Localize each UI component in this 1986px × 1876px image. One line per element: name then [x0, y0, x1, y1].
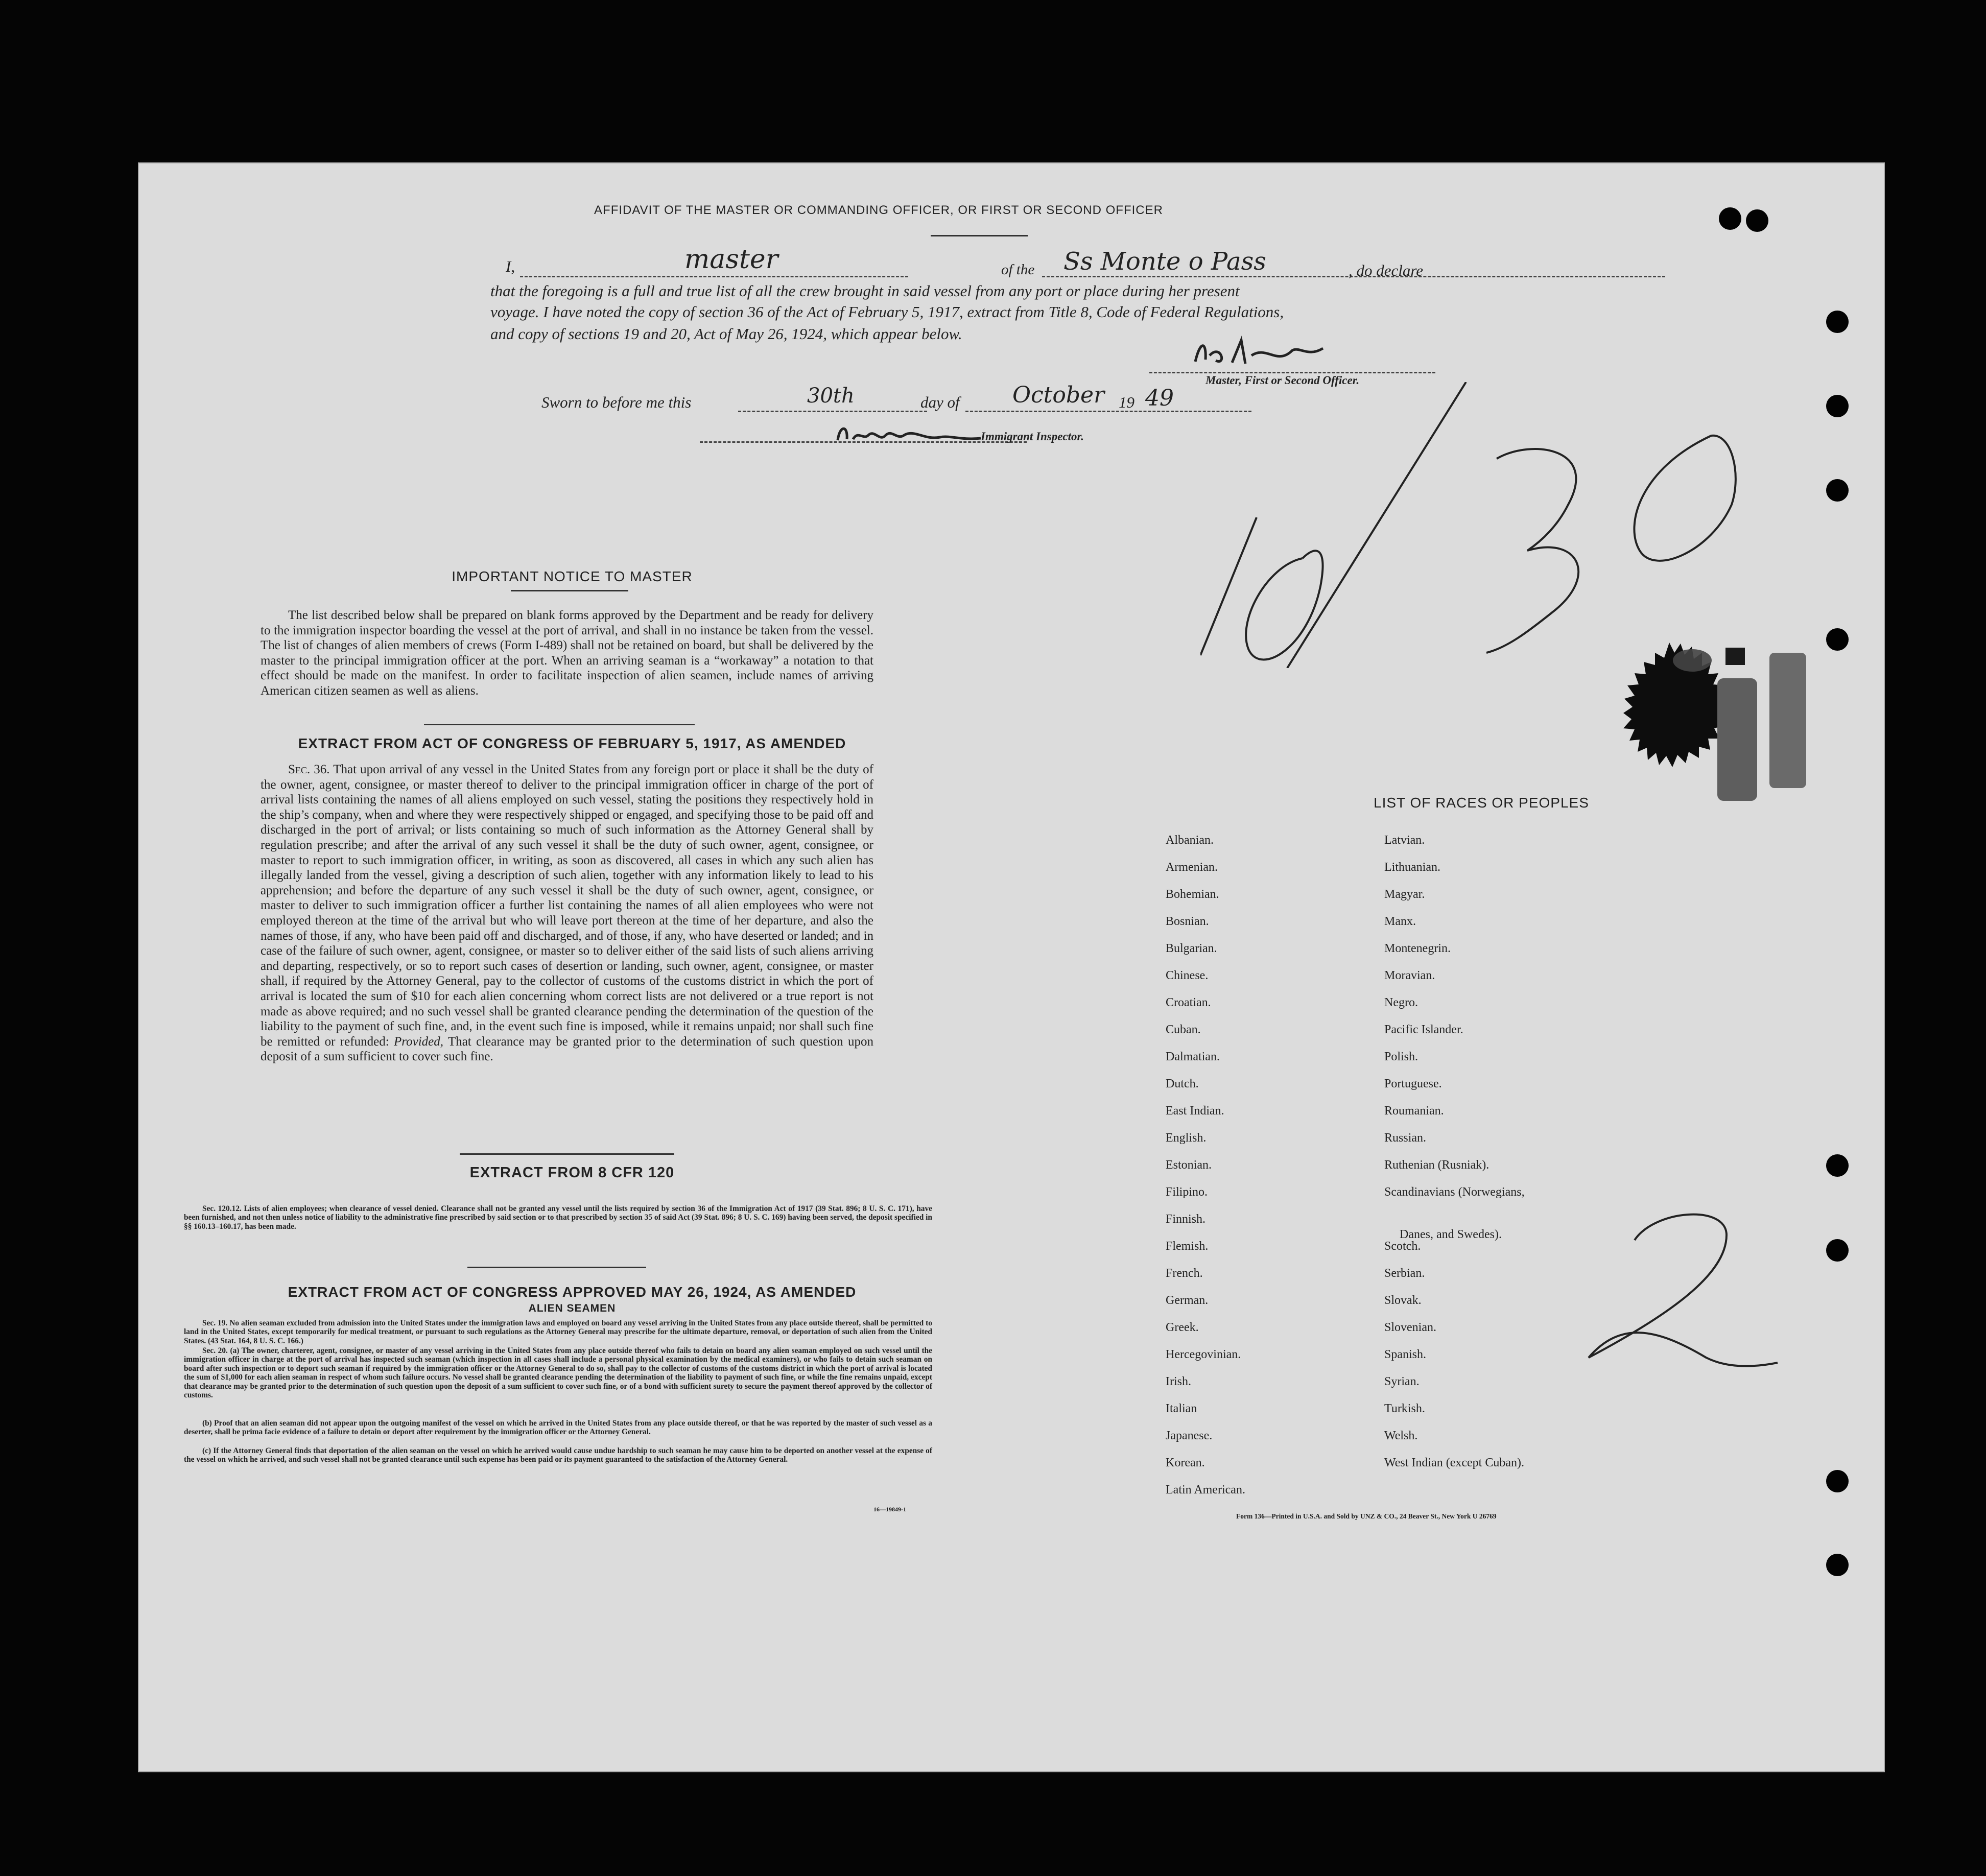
race-item: Manx. — [1384, 915, 1416, 928]
race-item: Scotch. — [1384, 1240, 1421, 1253]
act1924-sec20b: (b) Proof that an alien seaman did not appear upon the outgoing manifest of the vessel on which he arrived in the United States from any place outside thereof, or that he was reported by the master of such vessel as a deserter, shall be prima facie evidence of a failure to detain or deport after requirement by the immigration officer or the Attorney General. — [184, 1419, 932, 1437]
race-item: Russian. — [1384, 1131, 1427, 1145]
act1917-provided: Provided, — [394, 1034, 443, 1049]
punch-hole — [1826, 1470, 1849, 1492]
act1917-section: Sec. 36. — [288, 763, 330, 776]
notice-bottom-rule — [424, 724, 695, 725]
month-handwriting: October — [1012, 382, 1105, 408]
race-item: Irish. — [1166, 1375, 1191, 1388]
sworn-label: Sworn to before me this — [541, 393, 692, 411]
handwritten-date — [1200, 382, 1742, 668]
affidavit-line-4: and copy of sections 19 and 20, Act of May 26, 1924, which appear below. — [490, 325, 962, 343]
affidavit-title: AFFIDAVIT OF THE MASTER OR COMMANDING OFFICER, OR FIRST OR SECOND OFFICER — [594, 203, 1163, 217]
race-item: Slovenian. — [1384, 1321, 1436, 1334]
inspector-caption: Immigrant Inspector. — [981, 430, 1084, 443]
cfr-rule — [467, 1267, 646, 1268]
race-item: Italian — [1166, 1402, 1197, 1415]
race-item: Flemish. — [1166, 1240, 1209, 1253]
race-item: Moravian. — [1384, 969, 1435, 982]
act1924-sec19: Sec. 19. No alien seaman excluded from admission into the United States under the immigration laws and employed on board any vessel arriving in the United States from any place outside thereof, shall be permitted to land in the United States, except temporarily for medical treatment, or pursuant to such regulations as the Attorney General may prescribe for the ultimate departure, removal, or deportation of such alien from the United States. (43 Stat. 164, 8 U. S. C. 166.) — [184, 1319, 932, 1345]
year-prefix: 19 — [1119, 393, 1134, 411]
race-item: East Indian. — [1166, 1104, 1224, 1118]
punch-hole — [1719, 207, 1741, 230]
race-item: Dalmatian. — [1166, 1050, 1220, 1063]
cfr-section: Sec. 120.12. — [202, 1204, 242, 1213]
race-item: Pacific Islander. — [1384, 1023, 1463, 1036]
officer-caption: Master, First or Second Officer. — [1205, 374, 1360, 387]
race-item: Ruthenian (Rusniak). — [1384, 1158, 1490, 1172]
punch-hole — [1826, 1239, 1849, 1262]
act1917-body: That upon arrival of any vessel in the United States from any foreign port or place it shall be the duty of the owner, agent, consignee, or master thereof to deliver to the principal immigration officer in charge of the port of arrival lists containing the names of all aliens employed on such vessel, stating the positions they respectively hold in the ship’s company, when and where they were respectively shipped or engaged, and specifying those to be paid off and discharged in the port of arrival; or lists containing so much of such information as the Attorney General shall by regulation prescribe; and after the arrival of any such vessel it shall be the duty of such owner, agent, consignee, or master to report to such immigration officer, in writing, as soon as discovered, all cases in which any such alien has illegally landed from the vessel, giving a description of such alien, together with any information likely to lead to his apprehension; and before the departure of any such vessel it shall be the duty of such owner, agent, consignee, or master to deliver to such immigration officer a further list containing the names of all alien employees who were not employed thereon at the time of the arrival but who will leave port thereon at the time of her departure, and also the names of those, if any, who have been paid off and discharged, and of those, if any, who have deserted or landed; and in case of the failure of such owner, agent, consignee, or master so to deliver either of the said lists of such aliens arriving and departing, respectively, or so to report such cases of desertion or landing, such owner, agent, consignee, or master shall, if required by the Attorney General, pay to the collector of customs of the customs district in which the port of arrival is located the sum of $10 for each alien concerning whom correct lists are not delivered or a true report is not made as above required; and no such vessel shall be granted clearance pending the determination of the question of the liability to the payment of such fine, and, in the event such fine is imposed, while it remains unpaid; nor shall such fine be remitted or refunded: — [261, 763, 874, 1049]
race-item: Montenegrin. — [1384, 942, 1451, 955]
act1924-sec20a: Sec. 20. (a) The owner, charterer, agent, consignee, or master of any vessel arriving in the United States from any place outside thereof who fails to detain on board any alien seaman employed on such vessel until the immigration officer in charge at the port of arrival has inspected such seaman (which inspection in all cases shall include a personal physical examination by the medical examiners), or who fails to detain such seaman on board after such inspection or to deport such seaman if required by the immigration officer or the Attorney General to do so, shall pay to the collector of customs of the customs district in which the port of arrival is located the sum of $1,000 for each alien seaman in respect of whom such failure occurs. No vessel shall be granted clearance pending the determination of the liability to payment of such fine, or while the fine remains unpaid, except that clearance may be granted prior to the determination of such question upon the deposit of a sum sufficient to cover such fine, or of a bond with sufficient surety to secure the payment thereof approved by the collector of customs. — [184, 1346, 932, 1400]
race-item: Estonian. — [1166, 1158, 1212, 1172]
cfr-title: EXTRACT FROM 8 CFR 120 — [469, 1165, 675, 1181]
race-item: Turkish. — [1384, 1402, 1425, 1415]
punch-hole — [1826, 479, 1849, 502]
punch-hole — [1746, 209, 1768, 232]
day-line — [738, 411, 927, 412]
printer-line: Form 136—Printed in U.S.A. and Sold by UNZ & CO., 24 Beaver St., New York U 26769 — [1236, 1512, 1497, 1520]
act1924-subtitle: ALIEN SEAMEN — [528, 1302, 616, 1314]
cfr-text — [184, 1204, 932, 1231]
officer-line — [1149, 372, 1435, 373]
officer-signature — [1185, 335, 1338, 376]
race-item: Roumanian. — [1384, 1104, 1444, 1118]
master-handwriting: master — [684, 244, 778, 275]
act1917-title: EXTRACT FROM ACT OF CONGRESS OF FEBRUARY 5, 1917, AS AMENDED — [298, 735, 846, 751]
race-item: Croatian. — [1166, 996, 1211, 1009]
stamp-mark-1 — [1725, 648, 1745, 665]
race-item: Bohemian. — [1166, 888, 1219, 901]
race-item: Welsh. — [1384, 1429, 1418, 1442]
handwritten-page-number — [1573, 1204, 1783, 1373]
race-item: Greek. — [1166, 1321, 1199, 1334]
race-item: German. — [1166, 1294, 1209, 1307]
race-item: Chinese. — [1166, 969, 1209, 982]
of-the-label: of the — [1001, 262, 1035, 278]
notice-title: IMPORTANT NOTICE TO MASTER — [452, 568, 693, 584]
race-item: Serbian. — [1384, 1267, 1425, 1280]
race-item: Albanian. — [1166, 834, 1214, 847]
act1924-title: EXTRACT FROM ACT OF CONGRESS APPROVED MAY 26, 1924, AS AMENDED — [288, 1284, 857, 1300]
punch-hole — [1826, 1154, 1849, 1177]
notice-rule — [511, 590, 628, 591]
title-rule — [931, 235, 1028, 236]
act1924-form-number: 16—19849-1 — [873, 1506, 906, 1513]
affidavit-line-3: voyage. I have noted the copy of section 36 of the Act of February 5, 1917, extract from Title 8, Code of Federal Regulations, — [490, 303, 1284, 321]
race-item: Spanish. — [1384, 1348, 1427, 1361]
punch-hole — [1826, 311, 1849, 333]
punch-hole — [1826, 628, 1849, 651]
race-item: Bosnian. — [1166, 915, 1209, 928]
i-label: I, — [506, 257, 515, 275]
document-page — [138, 162, 1885, 1772]
race-item: Lithuanian. — [1384, 861, 1440, 874]
race-item: Cuban. — [1166, 1023, 1201, 1036]
race-item: Dutch. — [1166, 1077, 1199, 1090]
race-item: Scandinavians (Norwegians, — [1384, 1185, 1525, 1199]
inspector-signature — [833, 420, 986, 450]
race-item: Latvian. — [1384, 834, 1425, 847]
notice-text: The list described below shall be prepared on blank forms approved by the Department and be ready for delivery to the immigration inspector boarding the vessel at the port of arrival, and shall in no instance be taken from the vessel. The list of changes of alien members of crews (Form I-489) shall not be retained on board, but shall be delivered by the master to the principal immigration officer at the port. When an arriving seaman is a “workaway” a notation to that effect should be made on the manifest. In order to facilitate inspection of alien seamen, include names of arriving American citizen seamen as well as aliens. — [261, 608, 873, 698]
races-title: LIST OF RACES OR PEOPLES — [1374, 795, 1589, 811]
day-of-label: day of — [920, 393, 960, 411]
race-item: Korean. — [1166, 1456, 1205, 1469]
race-item: Hercegovinian. — [1166, 1348, 1241, 1361]
vessel-handwriting: Ss Monte o Pass — [1063, 247, 1266, 276]
punch-hole — [1826, 395, 1849, 417]
race-item: Magyar. — [1384, 888, 1425, 901]
stamp-mark-3 — [1769, 653, 1806, 788]
cfr-body: Lists of alien employees; when clearance of vessel denied. Clearance shall not be granted any vessel until the lists required by section 36 of the Immigration Act of 1917 (39 Stat. 896; 8 U. S. C. 171), have been furnished, and not then unless notice of liability to the administrative fine prescribed by said section or to that prescribed by section 35 of said Act (39 Stat. 896; 8 U. S. C. 169) having been served, the deposit specified in §§ 160.13–160.17, has been made. — [184, 1204, 932, 1231]
affidavit-line-2: that the foregoing is a full and true list of all the crew brought in said vessel from any port or place during her present — [490, 282, 1240, 300]
race-item: Polish. — [1384, 1050, 1418, 1063]
race-item: West Indian (except Cuban). — [1384, 1456, 1524, 1469]
race-item: Slovak. — [1384, 1294, 1422, 1307]
act1924-sec20c: (c) If the Attorney General finds that deportation of the alien seaman on the vessel on which he arrived would cause undue hardship to such seaman he may cause him to be deported on another vessel at the expense of the vessel on which he arrived, and such vessel shall not be granted clearance until such expense has been paid or its payment guaranteed to the satisfaction of the Attorney General. — [184, 1446, 932, 1464]
race-item: French. — [1166, 1267, 1203, 1280]
stamp-mark-2 — [1717, 678, 1757, 801]
race-item: Syrian. — [1384, 1375, 1420, 1388]
punch-hole — [1826, 1554, 1849, 1576]
do-declare-label: , do declare — [1349, 262, 1424, 279]
race-item: Japanese. — [1166, 1429, 1213, 1442]
race-item: Armenian. — [1166, 861, 1218, 874]
day-handwriting: 30th — [807, 384, 855, 408]
act1917-text — [261, 762, 873, 1064]
race-item: Finnish. — [1166, 1213, 1206, 1226]
year-handwriting: 49 — [1145, 385, 1174, 411]
race-item: Portuguese. — [1384, 1077, 1442, 1090]
act1917-rule — [460, 1153, 674, 1155]
race-item: Danes, and Swedes). — [1400, 1228, 1502, 1241]
act1917-body-end: That clearance may be granted prior to the determination of such question upon deposit of a sum sufficient to cover such fine. — [261, 1034, 874, 1064]
race-item: Latin American. — [1166, 1483, 1245, 1497]
race-item: English. — [1166, 1131, 1207, 1145]
race-item: Bulgarian. — [1166, 942, 1217, 955]
name-line — [520, 276, 908, 277]
race-item: Filipino. — [1166, 1185, 1208, 1199]
race-item: Negro. — [1384, 996, 1418, 1009]
